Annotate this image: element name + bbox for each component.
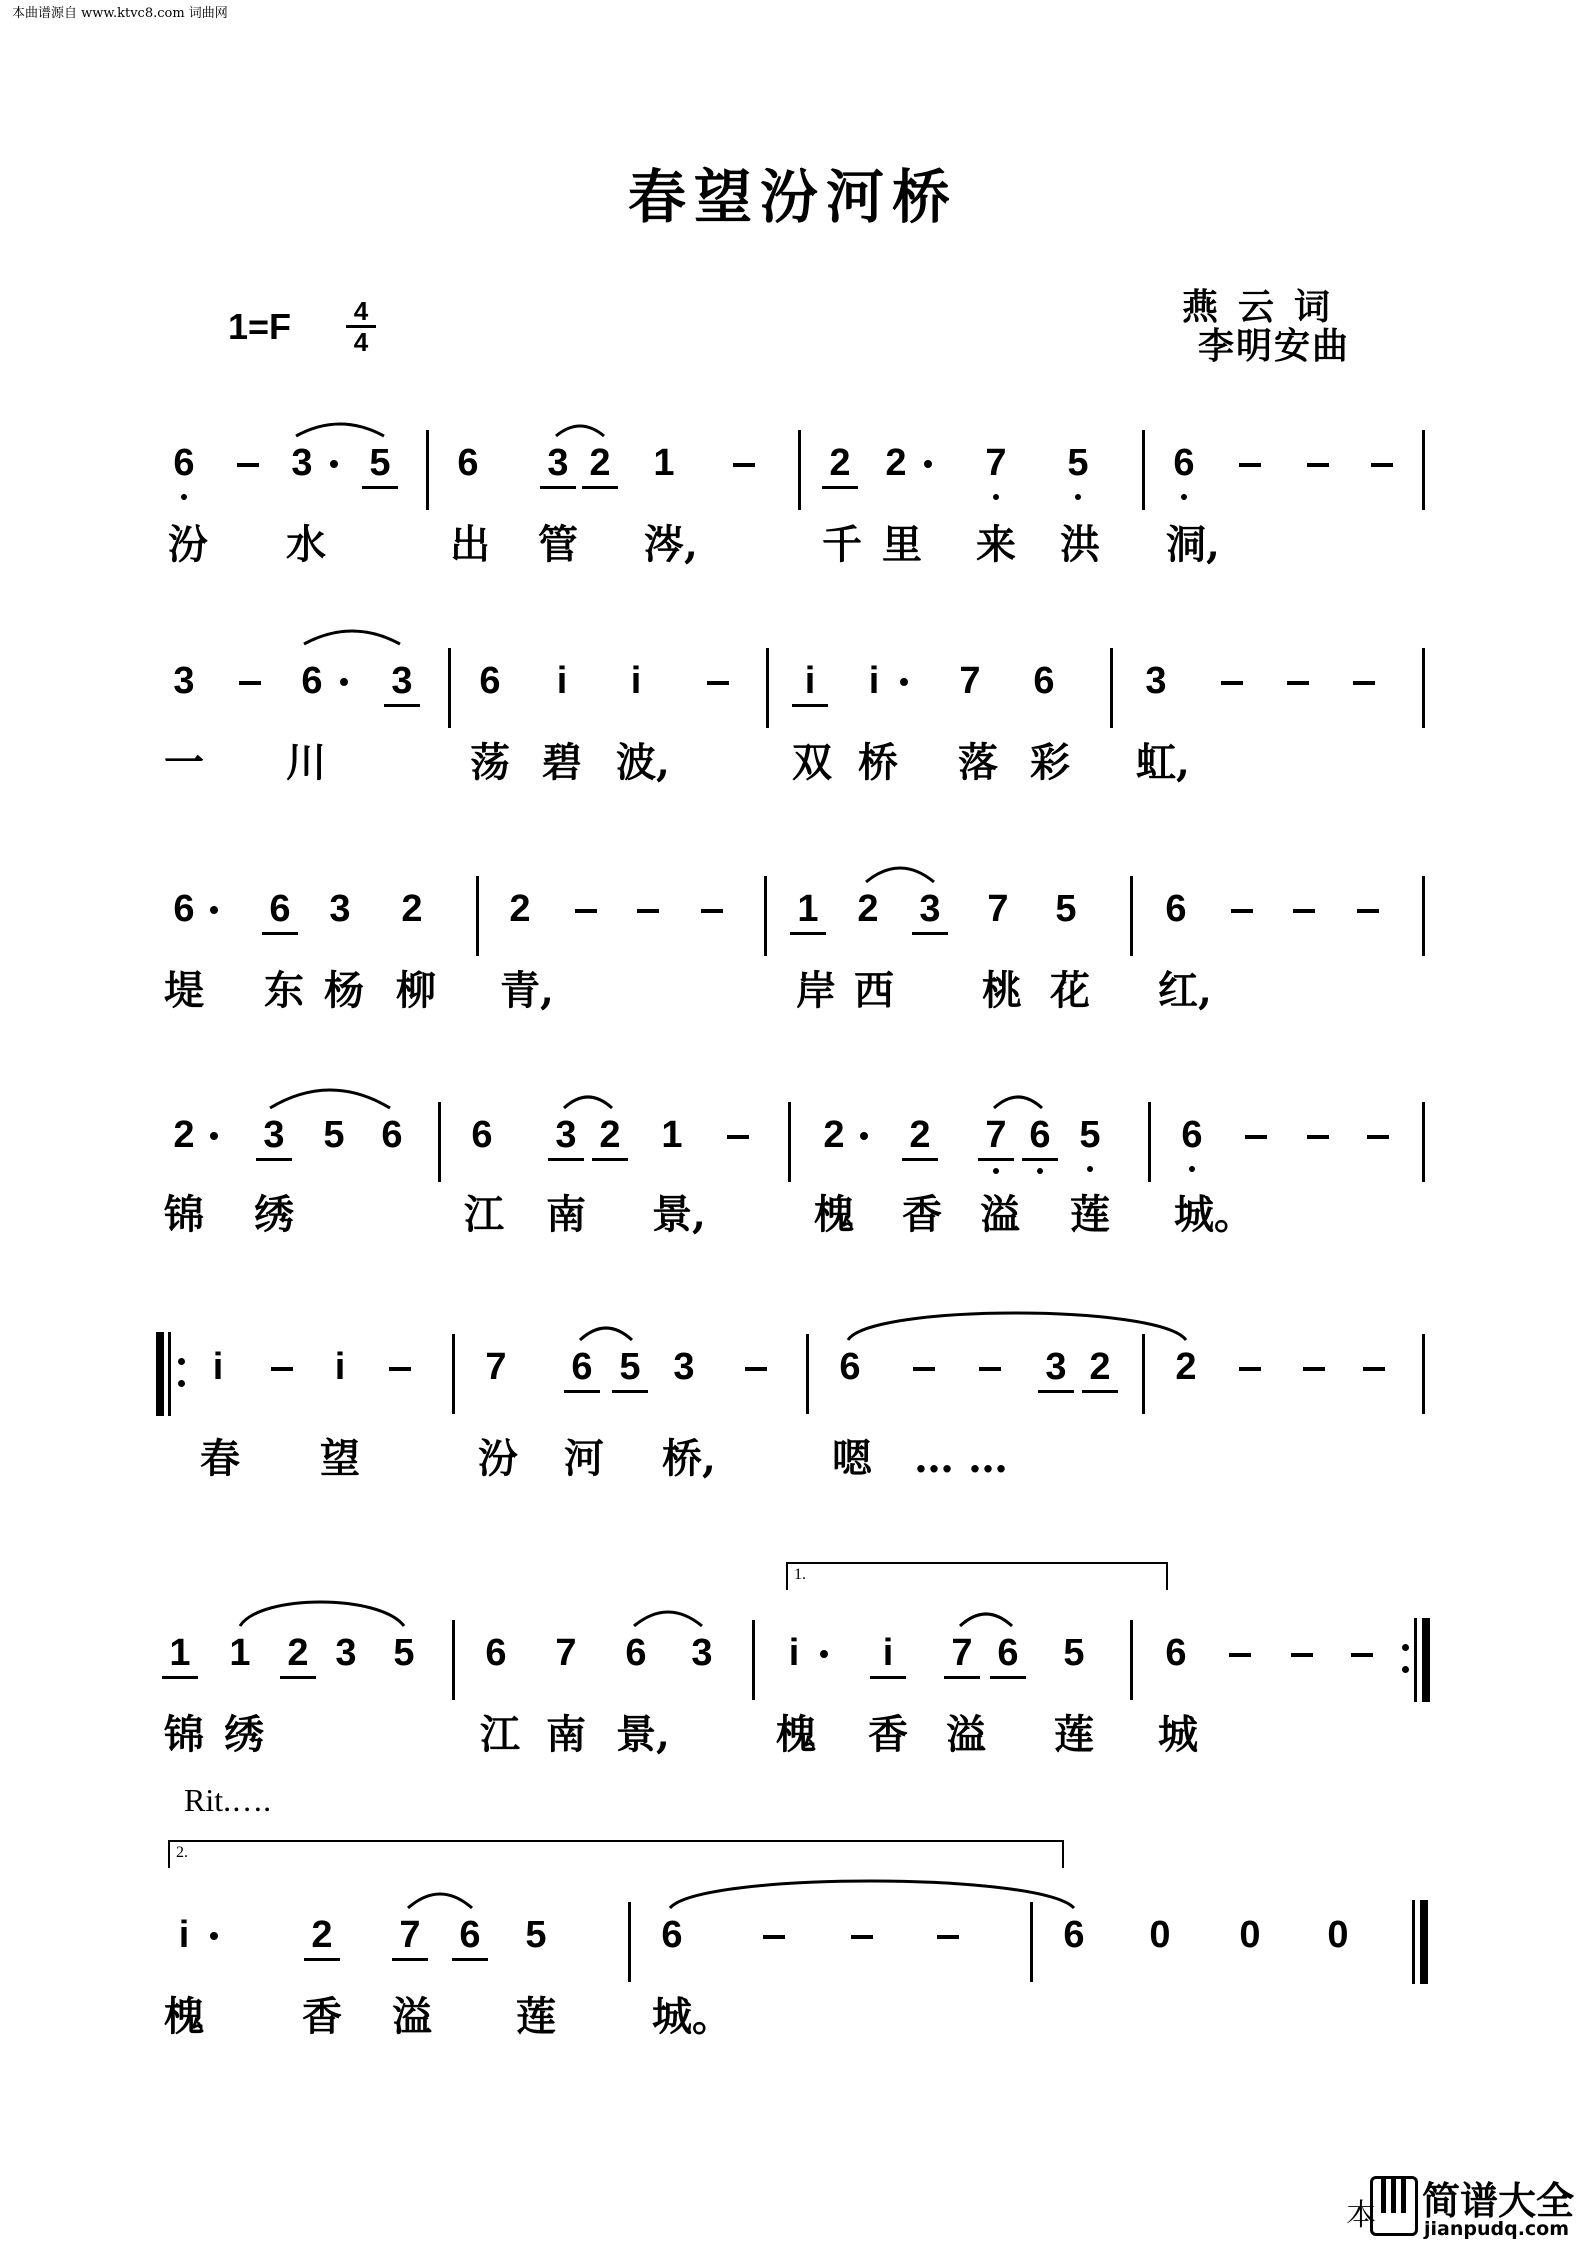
note: 2 xyxy=(885,442,907,484)
note: 7 xyxy=(944,1630,980,1679)
lyric: 绣 xyxy=(224,1711,264,1758)
note: 2 xyxy=(857,888,879,930)
key-signature: 1=F xyxy=(228,306,292,347)
lyric: 桥 xyxy=(858,739,898,786)
lyricist-credit: 燕云词 xyxy=(1181,287,1350,328)
lyric: 桃 xyxy=(982,967,1022,1014)
second-ending-bracket xyxy=(168,1840,1064,1868)
page-mark: 本 xyxy=(1346,2198,1376,2233)
lyric: 香 xyxy=(868,1711,908,1758)
tie xyxy=(848,1313,1186,1340)
note: 5 xyxy=(1072,1112,1108,1158)
note: 5 xyxy=(1060,440,1096,486)
lyric: 千 xyxy=(822,521,862,568)
lyric: 香 xyxy=(902,1191,942,1238)
lyric: 城 xyxy=(1158,1711,1198,1758)
note: 5 xyxy=(323,1114,345,1156)
note: 6 xyxy=(1166,440,1202,486)
lyric: 东 xyxy=(264,967,304,1014)
lyric: 西 xyxy=(854,967,894,1014)
tempo-marking: Rit.…. xyxy=(184,1782,272,1818)
note: 6 xyxy=(485,1632,507,1674)
lyric: 出 xyxy=(450,521,490,568)
lyric: 荡 xyxy=(470,739,510,786)
note: 3 xyxy=(912,886,948,935)
piano-keys-icon xyxy=(1370,2176,1418,2236)
lyric: 双 xyxy=(792,739,832,786)
note: 3 xyxy=(173,660,195,702)
second-ending-label: 2. xyxy=(176,1844,188,1861)
lyric: 岸 xyxy=(796,967,836,1014)
lyric: 彩 xyxy=(1030,739,1070,786)
note: 2 xyxy=(401,888,423,930)
first-ending-label: 1. xyxy=(794,1566,806,1583)
note: 3 xyxy=(548,1112,584,1161)
lyric: 桥, xyxy=(662,1435,716,1482)
lyric: … xyxy=(968,1435,1008,1482)
slur xyxy=(270,1090,390,1108)
lyric: 管 xyxy=(538,521,578,568)
note: 6 xyxy=(173,888,195,930)
note: 6 xyxy=(1174,1112,1210,1158)
lyric: 莲 xyxy=(1070,1191,1110,1238)
note: 6 xyxy=(1165,1632,1187,1674)
note: 6 xyxy=(839,1346,861,1388)
note: 6 xyxy=(1063,1914,1085,1956)
note: 0 xyxy=(1239,1914,1261,1956)
lyric: 景, xyxy=(616,1711,670,1758)
lyric: 绣 xyxy=(254,1191,294,1238)
slur xyxy=(866,868,934,882)
lyric: 柳 xyxy=(396,967,436,1014)
note: 2 xyxy=(173,1114,195,1156)
note: 6 xyxy=(479,660,501,702)
note: 6 xyxy=(301,660,323,702)
note: 6 xyxy=(452,1912,488,1961)
score-line-7 xyxy=(0,1902,1586,2040)
note: i xyxy=(870,1630,906,1679)
note: 3 xyxy=(540,440,576,489)
note: 7 xyxy=(959,660,981,702)
note: 3 xyxy=(256,1112,292,1161)
note: 7 xyxy=(392,1912,428,1961)
note: 6 xyxy=(661,1914,683,1956)
first-ending-bracket xyxy=(786,1562,1168,1590)
score-line-4 xyxy=(0,1102,1586,1238)
lyric: 洞, xyxy=(1166,521,1220,568)
slur xyxy=(994,1097,1042,1108)
note: 7 xyxy=(978,440,1014,486)
lyric: 槐 xyxy=(814,1191,854,1238)
lyric: 望 xyxy=(320,1435,360,1482)
lyric: 里 xyxy=(882,521,922,568)
note: 7 xyxy=(555,1632,577,1674)
lyric: 洪 xyxy=(1060,521,1100,568)
lyric: 景, xyxy=(652,1191,706,1238)
lyric: 落 xyxy=(958,739,998,786)
lyric: 河 xyxy=(564,1435,604,1482)
note: 3 xyxy=(1145,660,1167,702)
note: i xyxy=(788,1632,800,1674)
score-line-3 xyxy=(0,876,1586,1014)
note: 3 xyxy=(691,1632,713,1674)
lyric: 槐 xyxy=(776,1711,816,1758)
note: 0 xyxy=(1149,1914,1171,1956)
lyric: 锦 xyxy=(164,1191,204,1238)
note: 6 xyxy=(564,1344,600,1393)
slur xyxy=(408,1894,472,1908)
note: 2 xyxy=(280,1630,316,1679)
note: 6 xyxy=(625,1632,647,1674)
lyric: 莲 xyxy=(516,1993,556,2040)
note: i xyxy=(868,660,880,702)
note: 6 xyxy=(262,886,298,935)
lyric: 一 xyxy=(164,739,204,786)
lyric: 川 xyxy=(286,739,326,786)
lyric: 来 xyxy=(976,521,1016,568)
lyric: 溢 xyxy=(946,1711,986,1758)
note: 3 xyxy=(384,658,420,707)
lyric: 南 xyxy=(546,1711,586,1758)
note: i xyxy=(212,1346,224,1388)
note: 7 xyxy=(987,888,1009,930)
note: 2 xyxy=(1082,1344,1118,1393)
lyric: 虹, xyxy=(1136,739,1190,786)
note: i xyxy=(334,1346,346,1388)
slur-group xyxy=(0,1902,1586,2022)
lyric: 南 xyxy=(546,1191,586,1238)
note: 2 xyxy=(822,440,858,489)
lyric: 青, xyxy=(500,967,554,1014)
slur xyxy=(960,1614,1012,1626)
logo-name: 简谱大全 xyxy=(1422,2179,1575,2223)
note: 6 xyxy=(1033,660,1055,702)
slur xyxy=(304,631,400,644)
note: 6 xyxy=(381,1114,403,1156)
slur xyxy=(580,1328,632,1340)
note: i xyxy=(178,1914,190,1956)
note: 3 xyxy=(291,442,313,484)
slur xyxy=(296,424,384,436)
slur xyxy=(556,426,604,436)
time-signature-numerator: 4 xyxy=(346,297,376,328)
note: 7 xyxy=(485,1346,507,1388)
note: 2 xyxy=(592,1112,628,1161)
note: 3 xyxy=(673,1346,695,1388)
slur xyxy=(240,1602,404,1626)
lyric: 莲 xyxy=(1054,1711,1094,1758)
source-note: 本曲谱源自 www.ktvc8.com 词曲网 xyxy=(12,6,228,21)
note: 1 xyxy=(229,1632,251,1674)
score-line-5 xyxy=(0,1334,1586,1482)
note: 0 xyxy=(1327,1914,1349,1956)
note: 3 xyxy=(335,1632,357,1674)
lyric: 涔, xyxy=(644,521,698,568)
note: 2 xyxy=(582,440,618,489)
lyric: 波, xyxy=(616,739,670,786)
note: 5 xyxy=(393,1632,415,1674)
slur-group xyxy=(0,430,1586,550)
time-signature xyxy=(346,297,376,356)
lyric: 汾 xyxy=(478,1435,518,1482)
note: 1 xyxy=(790,886,826,935)
note: 3 xyxy=(1038,1344,1074,1393)
song-title: 春望汾河桥 xyxy=(627,163,958,231)
score-line-2 xyxy=(0,648,1586,786)
score-line-6 xyxy=(0,1620,1586,1758)
lyric: 红, xyxy=(1158,967,1212,1014)
logo-url: jianpudq.com xyxy=(1424,2218,1570,2240)
note: i xyxy=(630,660,642,702)
note: 6 xyxy=(457,442,479,484)
lyric: 江 xyxy=(464,1191,504,1238)
lyric: … xyxy=(914,1435,954,1482)
note: 5 xyxy=(362,440,398,489)
site-logo[interactable] xyxy=(1346,2170,1578,2242)
lyric: 香 xyxy=(302,1993,342,2040)
note: 6 xyxy=(1022,1112,1058,1161)
lyric: 水 xyxy=(286,521,326,568)
lyric: 春 xyxy=(200,1435,240,1482)
lyric: 堤 xyxy=(164,967,204,1014)
note: 5 xyxy=(1055,888,1077,930)
note: 6 xyxy=(1165,888,1187,930)
lyric: 锦 xyxy=(164,1711,204,1758)
note: 2 xyxy=(1175,1346,1197,1388)
lyric: 溢 xyxy=(392,1993,432,2040)
lyric: 城。 xyxy=(652,1993,732,2040)
note: 7 xyxy=(978,1112,1014,1161)
note: 5 xyxy=(612,1344,648,1393)
slur xyxy=(634,1612,702,1626)
lyric: 嗯 xyxy=(832,1435,872,1482)
note: i xyxy=(556,660,568,702)
lyric: 碧 xyxy=(542,739,582,786)
note: 5 xyxy=(1063,1632,1085,1674)
note: 1 xyxy=(661,1114,683,1156)
note: 2 xyxy=(823,1114,845,1156)
lyric: 汾 xyxy=(168,521,208,568)
lyric: 江 xyxy=(480,1711,520,1758)
lyric: 城。 xyxy=(1174,1191,1254,1238)
slur-group xyxy=(0,1102,1586,1222)
note: 6 xyxy=(166,440,202,486)
time-signature-denominator: 4 xyxy=(353,327,369,357)
note: 6 xyxy=(990,1630,1026,1679)
note: 2 xyxy=(902,1112,938,1161)
note: 2 xyxy=(509,888,531,930)
tie xyxy=(670,1881,1074,1908)
lyric: 花 xyxy=(1050,967,1090,1014)
note: i xyxy=(792,658,828,707)
lyric: 溢 xyxy=(980,1191,1020,1238)
note: 5 xyxy=(525,1914,547,1956)
note: 1 xyxy=(162,1630,198,1679)
note: 1 xyxy=(653,442,675,484)
note: 2 xyxy=(304,1912,340,1961)
composer-credit: 李明安曲 xyxy=(1197,326,1350,367)
lyric: 槐 xyxy=(164,1993,204,2040)
note: 6 xyxy=(471,1114,493,1156)
note: 3 xyxy=(329,888,351,930)
slur xyxy=(564,1097,612,1108)
score-line-1 xyxy=(0,430,1586,568)
lyric: 杨 xyxy=(324,967,364,1014)
